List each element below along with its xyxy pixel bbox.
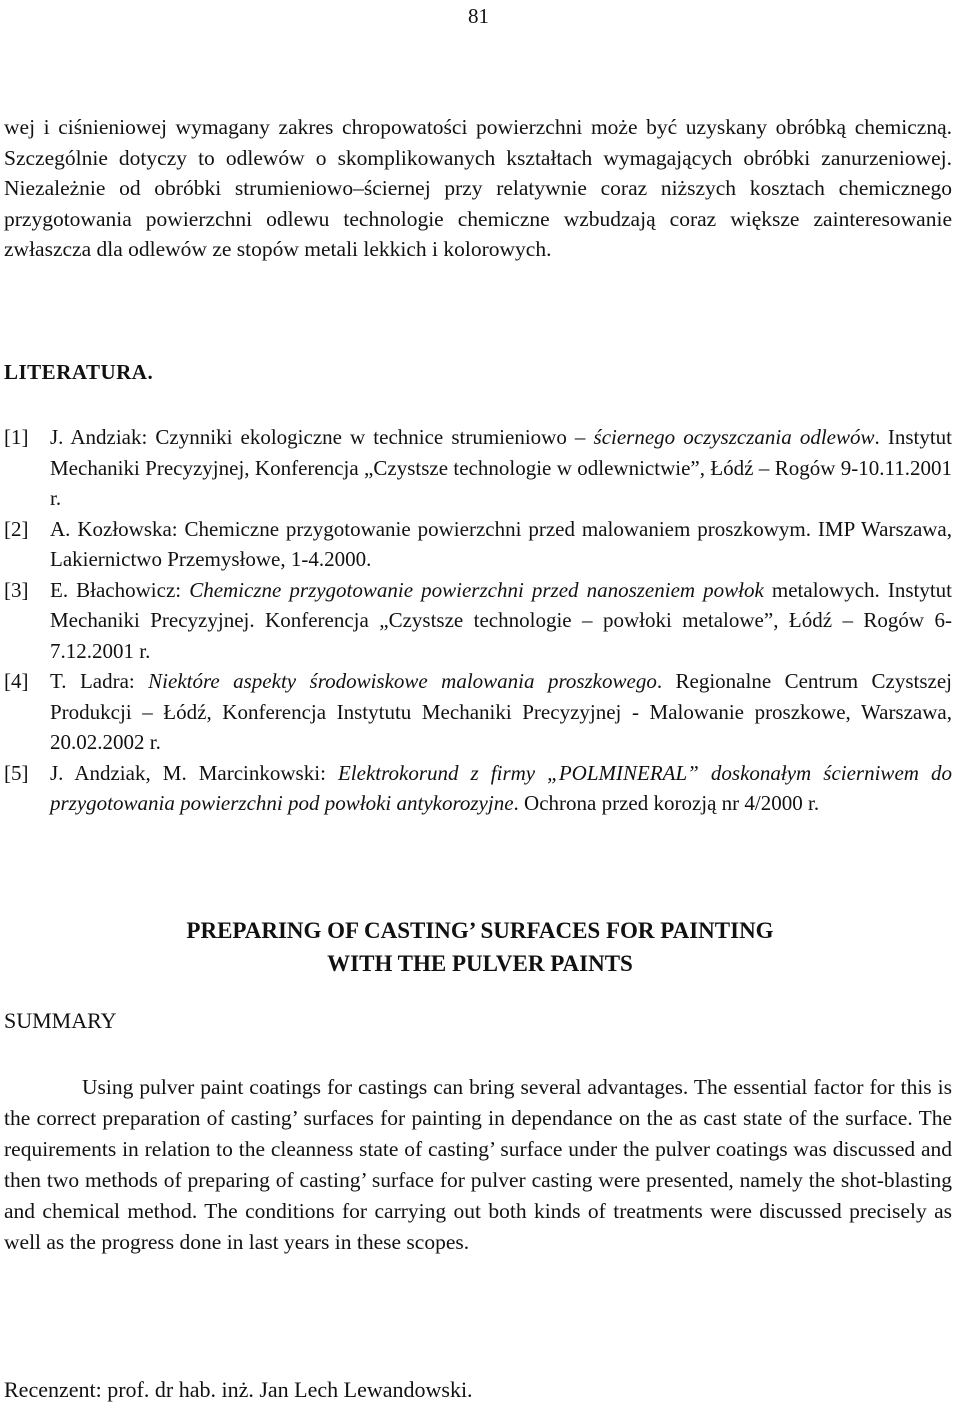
reference-item [4,575,952,667]
reference-details: . Instytut Mechaniki Precyzyjnej, Konferencja „Czystsze technologie w odlewnictwie”, Łódź – Rogów 9-10.11.2001 r. [50,425,953,510]
reference-item [4,666,952,758]
reference-title: ściernego oczyszczania odlewów [593,425,875,449]
reference-item [4,514,952,575]
reference-author: A. Kozłowska: Chemiczne przygotowanie powierzchni przed malowaniem proszkowym. IMP Warszawa, Lakiernictwo Przemysłowe, 1-4.2000. [50,516,952,571]
reference-number: [5] [4,760,29,785]
reference-details: . Ochrona przed korozją nr 4/2000 r. [513,791,820,815]
body-paragraph: wej i ciśnieniowej wymagany zakres chropowatości powierzchni może być uzyskany obróbką chemiczną. Szczególnie dotyczy to odlewów o skomplikowanych kształtach wymagających obróbki zanurzeniowej. Niezależnie od obróbki strumieniowo–ściernej przy relatywnie coraz niższych kosztach chemicznego przygotowania powierzchni odlewu technologie chemiczne wzbudzają coraz większe zainteresowanie zwłaszcza dla odlewów ze stopów metali lekkich i kolorowych. [4,115,952,261]
reference-number: [3] [4,577,29,602]
reference-author: J. Andziak: Czynniki ekologiczne w technice strumieniowo – [50,425,594,449]
reference-details: . Regionalne Centrum Czystszej Produkcji – Łódź, Konferencja Instytutu Mechaniki Precyzyjnej - Malowanie proszkowe, Warszawa, 20.02.2002 r. [50,669,952,754]
reference-author: J. Andziak, M. Marcinkowski: [50,760,338,785]
summary-text: Using pulver paint coatings for castings can bring several advantages. The essential factor for this is the correct preparation of casting’ surfaces for painting in dependance on the as cast state of the surface. The requirements in relation to the cleanness state of casting’ surface under the pulver coatings was discussed and then two methods of preparing of casting’ surface for pulver casting were presented, namely the shot-blasting and chemical method. The conditions for carrying out both kinds of treatments were discussed precisely as well as the progress done in last years in these scopes. [4,1075,952,1254]
reference-number: [1] [4,425,29,449]
reference-item [4,422,952,514]
reference-details: metalowych. Instytut Mechaniki Precyzyjnej. Konferencja „Czystsze technologie – powłoki metalowe”, Łódź – Rogów 6-7.12.2001 r. [50,577,952,663]
reference-list [4,422,952,819]
english-title-line: PREPARING OF CASTING’ SURFACES FOR PAINTING [186,918,774,943]
reference-title: Niektóre aspekty środowiskowe malowania proszkowego [148,669,657,693]
reference-title: Elektrokorund z firmy „POLMINERAL” doskonałym ścierniwem do przygotowania powierzchni pod powłoki antykorozyjne [50,760,952,815]
english-title-line: WITH THE PULVER PAINTS [327,951,633,976]
english-title [0,914,960,980]
literature-heading: LITERATURA. [4,360,154,384]
summary-heading: SUMMARY [4,1008,117,1033]
page-number: 81 [468,4,489,28]
reference-title: Chemiczne przygotowanie powierzchni przed nanoszeniem powłok [189,577,764,602]
reference-number: [2] [4,516,29,541]
reference-number: [4] [4,669,29,693]
reviewer-line: Recenzent: prof. dr hab. inż. Jan Lech Lewandowski. [4,1377,473,1402]
reference-item [4,758,952,819]
reference-author: E. Błachowicz: [50,577,190,602]
reference-author: T. Ladra: [50,669,149,693]
